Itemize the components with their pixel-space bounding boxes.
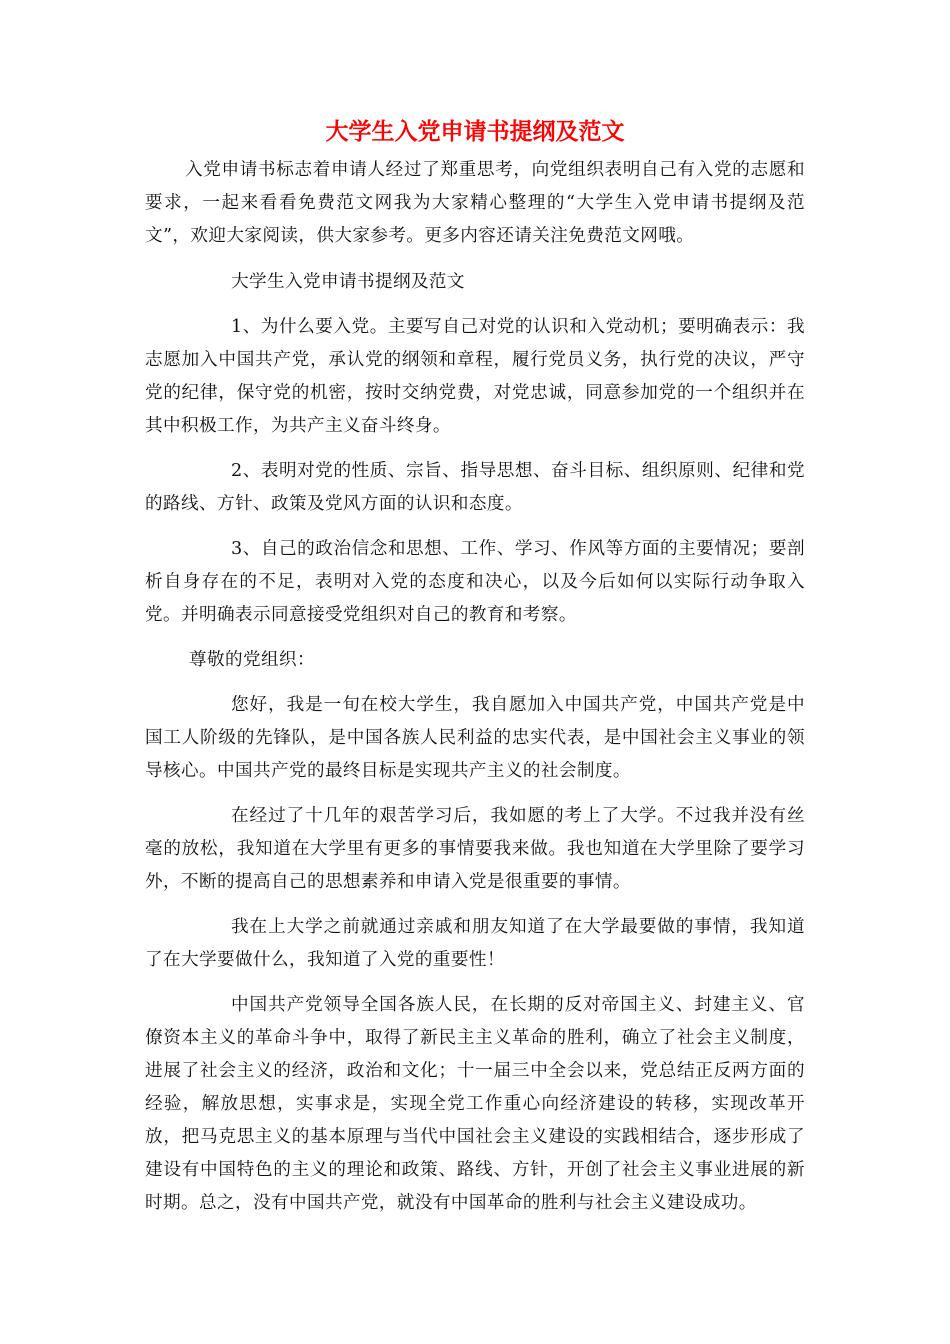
outline-item: 3、自己的政治信念和思想、工作、学习、作风等方面的主要情况；要剖析自身存在的不足，表明对入党的态度和决心，以及今后如何以实际行动争取入党。并明确表示同意接受党组织对自己的教育和考察。 <box>145 539 805 625</box>
intro-paragraph: 入党申请书标志着申请人经过了郑重思考，向党组织表明自己有入党的志愿和要求，一起来看看免费范文网我为大家精心整理的“大学生入党申请书提纲及范文”，欢迎大家阅读，供大家参考。更多内容还请关注免费范文网哦。 <box>145 160 805 246</box>
outline-item: 2、表明对党的性质、宗旨、指导思想、奋斗目标、组织原则、纪律和党的路线、方针、政策及党风方面的认识和态度。 <box>145 461 805 514</box>
document-title: 大学生入党申请书提纲及范文 <box>325 119 625 145</box>
body-paragraph: 中国共产党领导全国各族人民，在长期的反对帝国主义、封建主义、官僚资本主义的革命斗争中，取得了新民主主义革命的胜利，确立了社会主义制度，进展了社会主义的经济，政治和文化；十一届三中全会以来，党总结正反两方面的经验，解放思想，实事求是，实现全党工作重心向经济建设的转移，实现改革开放，把马克思主义的基本原理与当代中国社会主义建设的实践相结合，逐步形成了建设有中国特色的主义的理论和政策、路线、方针，开创了社会主义事业进展的新时期。总之，没有中国共产党，就没有中国革命的胜利与社会主义建设成功。 <box>145 995 805 1213</box>
outline-subtitle: 大学生入党申请书提纲及范文 <box>231 272 465 292</box>
body-paragraph: 我在上大学之前就通过亲戚和朋友知道了在大学最要做的事情，我知道了在大学要做什么，我知道了入党的重要性！ <box>145 917 805 970</box>
salutation: 尊敬的党组织： <box>189 650 315 670</box>
body-paragraph: 在经过了十几年的艰苦学习后，我如愿的考上了大学。不过我并没有丝毫的放松，我知道在大学里有更多的事情要我来做。我也知道在大学里除了要学习外，不断的提高自己的思想素养和申请入党是很重要的事情。 <box>145 806 805 892</box>
outline-item: 1、为什么要入党。主要写自己对党的认识和入党动机；要明确表示：我志愿加入中国共产党，承认党的纲领和章程，履行党员义务，执行党的决议，严守党的纪律，保守党的机密，按时交纳党费，对党忠诚，同意参加党的一个组织并在其中积极工作，为共产主义奋斗终身。 <box>145 317 805 436</box>
document-page <box>145 112 805 1232</box>
body-paragraph: 您好，我是一旬在校大学生，我自愿加入中国共产党，中国共产党是中国工人阶级的先锋队，是中国各族人民利益的忠实代表，是中国社会主义事业的领导核心。中国共产党的最终目标是实现共产主义的社会制度。 <box>145 695 805 781</box>
